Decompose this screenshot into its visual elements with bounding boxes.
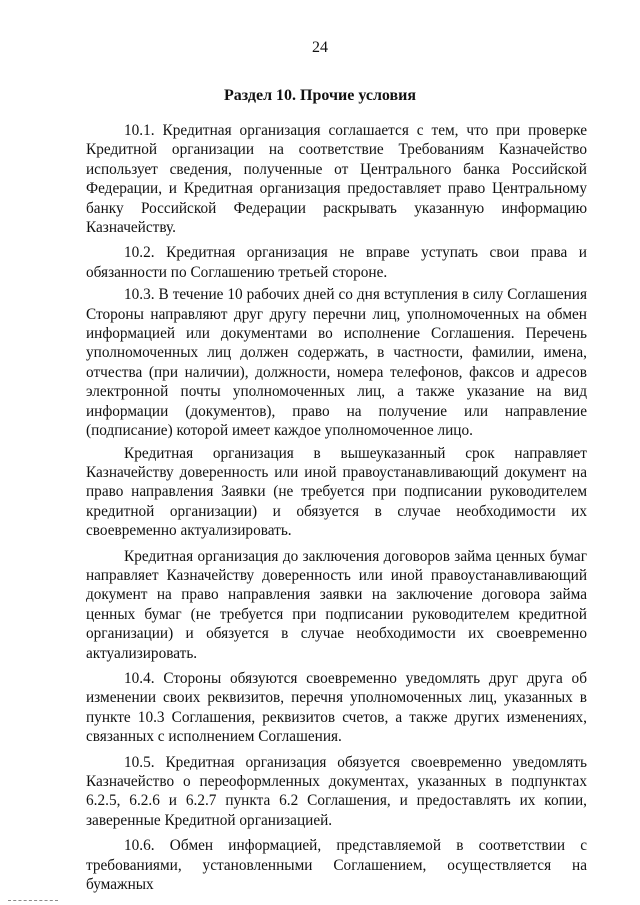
page-number: 24 [312, 39, 328, 56]
scan-edge-mark [8, 900, 58, 902]
section-title: Раздел 10. Прочие условия [223, 87, 417, 104]
document-body [86, 121, 587, 900]
paragraph-10-1: 10.1. Кредитная организация соглашается с тем, что при проверке Кредитной организации на соответствие Требованиям Казначейство использует сведения, полученные от Центрального банка Российской Федерации, и Кредитная организация предоставляет право Центральному банку Российской Федерации раскрывать указанную информацию Казначейству. [86, 122, 587, 237]
paragraph-10-3: 10.3. В течение 10 рабочих дней со дня вступления в силу Соглашения Стороны направляют друг другу перечни лиц, уполномоченных на обмен информацией или документами во исполнение Соглашения. Перечень уполномоченных лиц должен содержать, в частности, фамилии, имена, отчества (при наличии), должности, номера телефонов, факсов и адресов электронной почты уполномоченных лиц, а также указание на вид информации (документов), право на получение или направление (подписание) которой имеет каждое уполномоченное лицо. [86, 286, 587, 440]
paragraph-10-5: 10.5. Кредитная организация обязуется своевременно уведомлять Казначейство о переоформленных документах, указанных в подпунктах 6.2.5, 6.2.6 и 6.2.7 пункта 6.2 Соглашения, и предоставлять их копии, заверенные Кредитной организацией. [86, 753, 587, 829]
paragraph-10-4: 10.4. Стороны обязуются своевременно уведомлять друг друга об изменении своих реквизитов, перечня уполномоченных лиц, указанных в пункте 10.3 Соглашения, реквизитов счетов, а также других изменениях, связанных с исполнением Соглашения. [86, 669, 587, 746]
paragraph-10-3-securities-loan: Кредитная организация до заключения договоров займа ценных бумаг направляет Казначейству доверенность или иной правоустанавливающий документ на право направления заявки на заключение договора займа ценных бумаг (не требуется при подписании руководителем кредитной организации) и обязуется в случае необходимости их своевременно актуализировать. [86, 547, 587, 662]
paragraph-10-6: 10.6. Обмен информацией, представляемой в соответствии с требованиями, установленными Соглашением, осуществляется на бумажных [86, 837, 587, 894]
paragraph-10-2: 10.2. Кредитная организация не вправе уступать свои права и обязанности по Соглашению третьей стороне. [86, 244, 587, 281]
paragraph-10-3-power-of-attorney: Кредитная организация в вышеуказанный срок направляет Казначейству доверенность или иной правоустанавливающий документ на право направления Заявки (не требуется при подписании руководителем кредитной организации) и обязуется в случае необходимости их своевременно актуализировать. [86, 444, 587, 540]
